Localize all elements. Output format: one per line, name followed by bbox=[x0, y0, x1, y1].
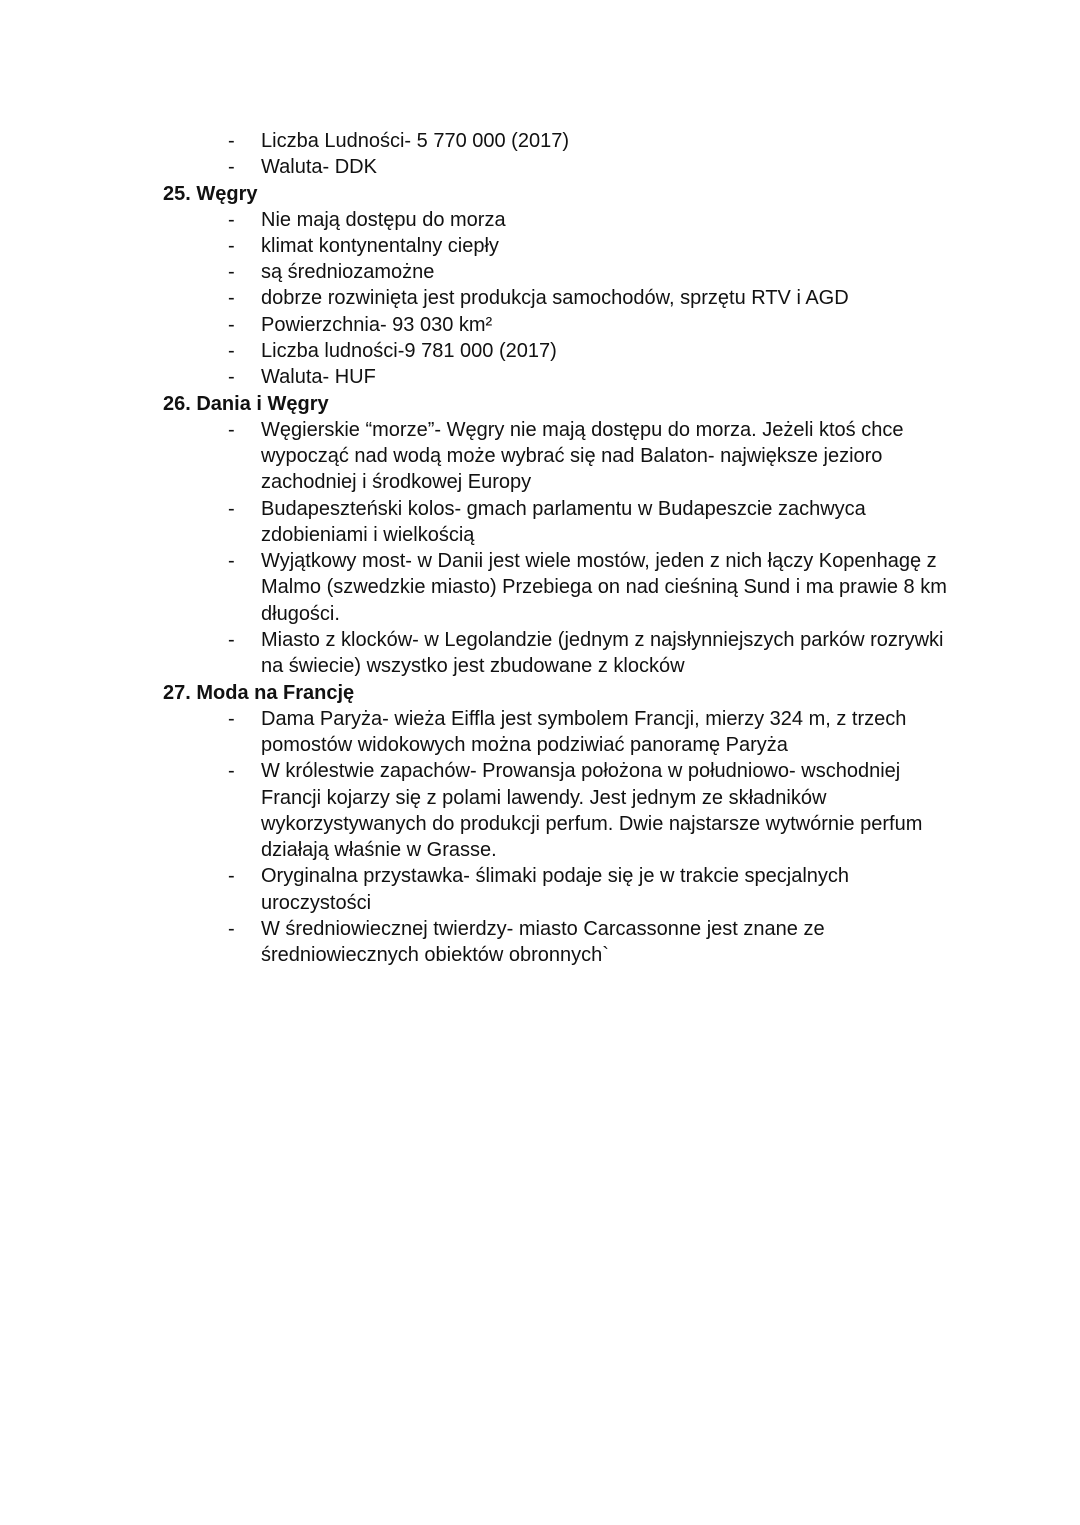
list-item bbox=[228, 548, 961, 627]
list-item-text: Budapeszteński kolos- gmach parlamentu w Budapeszcie zachwyca zdobieniami i wielkością bbox=[261, 497, 866, 546]
list-item-text: W średniowiecznej twierdzy- miasto Carcassonne jest znane ze średniowiecznych obiektów obronnych` bbox=[261, 918, 825, 967]
section-heading-wegry: 25. Węgry bbox=[163, 182, 258, 205]
list-item bbox=[228, 706, 961, 759]
intro-list bbox=[0, 128, 1080, 181]
bullet-dash: - bbox=[228, 707, 235, 730]
section-list-dania-i-wegry bbox=[0, 417, 1080, 680]
list-item bbox=[228, 758, 961, 863]
section-heading-dania-i-wegry: 26. Dania i Węgry bbox=[163, 392, 329, 415]
list-item bbox=[228, 259, 961, 285]
list-item bbox=[228, 364, 961, 390]
bullet-dash: - bbox=[228, 313, 235, 336]
list-item bbox=[228, 496, 961, 549]
list-item bbox=[228, 207, 961, 233]
list-item bbox=[228, 128, 961, 154]
bullet-dash: - bbox=[228, 234, 235, 257]
document-page bbox=[0, 128, 1080, 969]
section-heading-moda-na-francje: 27. Moda na Francję bbox=[163, 681, 355, 704]
list-item-text: Waluta- DDK bbox=[261, 156, 377, 179]
list-item-text: Liczba ludności-9 781 000 (2017) bbox=[261, 340, 557, 363]
bullet-dash: - bbox=[228, 629, 235, 652]
list-item bbox=[228, 916, 961, 969]
list-item-text: Wyjątkowy most- w Danii jest wiele mostów, jeden z nich łączy Kopenhagę z Malmo (szwedzkie miasto) Przebiega on nad cieśniną Sund i ma prawie 8 km długości. bbox=[261, 550, 947, 625]
list-item-text: są średniozamożne bbox=[261, 261, 435, 284]
list-item-text: W królestwie zapachów- Prowansja położona w południowo- wschodniej Francji kojarzy się z polami lawendy. Jest jednym ze składników wykorzystywanych do produkcji perfum. Dwie najstarsze wytwórnie perfum działają właśnie w Grasse. bbox=[261, 760, 923, 862]
list-item bbox=[228, 417, 961, 496]
list-item-text: Powierzchnia- 93 030 km² bbox=[261, 313, 493, 336]
bullet-dash: - bbox=[228, 418, 235, 441]
list-item-text: Oryginalna przystawka- ślimaki podaje się je w trakcie specjalnych uroczystości bbox=[261, 865, 850, 914]
list-item bbox=[228, 863, 961, 916]
list-item bbox=[228, 312, 961, 338]
bullet-dash: - bbox=[228, 340, 235, 363]
list-item bbox=[228, 154, 961, 180]
bullet-dash: - bbox=[228, 497, 235, 520]
list-item-text: Nie mają dostępu do morza bbox=[261, 208, 506, 231]
section-list-moda-na-francje bbox=[0, 706, 1080, 969]
list-item-text: Węgierskie “morze”- Węgry nie mają dostępu do morza. Jeżeli ktoś chce wypocząć nad wodą może wybrać się nad Balaton- największe jezioro zachodniej i środkowej Europy bbox=[261, 418, 904, 494]
bullet-dash: - bbox=[228, 918, 235, 941]
list-item-text: Dama Paryża- wieża Eiffla jest symbolem Francji, mierzy 324 m, z trzech pomostów widokowych można podziwiać panoramę Paryża bbox=[261, 707, 907, 756]
list-item-text: Liczba Ludności- 5 770 000 (2017) bbox=[261, 130, 569, 152]
bullet-dash: - bbox=[228, 550, 235, 573]
section-list-wegry bbox=[0, 207, 1080, 391]
list-item-text: klimat kontynentalny ciepły bbox=[261, 234, 499, 257]
bullet-dash: - bbox=[228, 865, 235, 888]
bullet-dash: - bbox=[228, 130, 235, 152]
bullet-dash: - bbox=[228, 261, 235, 284]
list-item bbox=[228, 627, 961, 680]
list-item bbox=[228, 338, 961, 364]
bullet-dash: - bbox=[228, 287, 235, 310]
list-item bbox=[228, 233, 961, 259]
list-item bbox=[228, 285, 961, 311]
list-item-text: Miasto z klocków- w Legolandzie (jednym z najsłynniejszych parków rozrywki na świecie) wszystko jest zbudowane z klocków bbox=[261, 629, 944, 678]
bullet-dash: - bbox=[228, 760, 235, 783]
bullet-dash: - bbox=[228, 366, 235, 389]
list-item-text: dobrze rozwinięta jest produkcja samochodów, sprzętu RTV i AGD bbox=[261, 287, 849, 310]
list-item-text: Waluta- HUF bbox=[261, 366, 376, 389]
bullet-dash: - bbox=[228, 156, 235, 179]
bullet-dash: - bbox=[228, 208, 235, 231]
